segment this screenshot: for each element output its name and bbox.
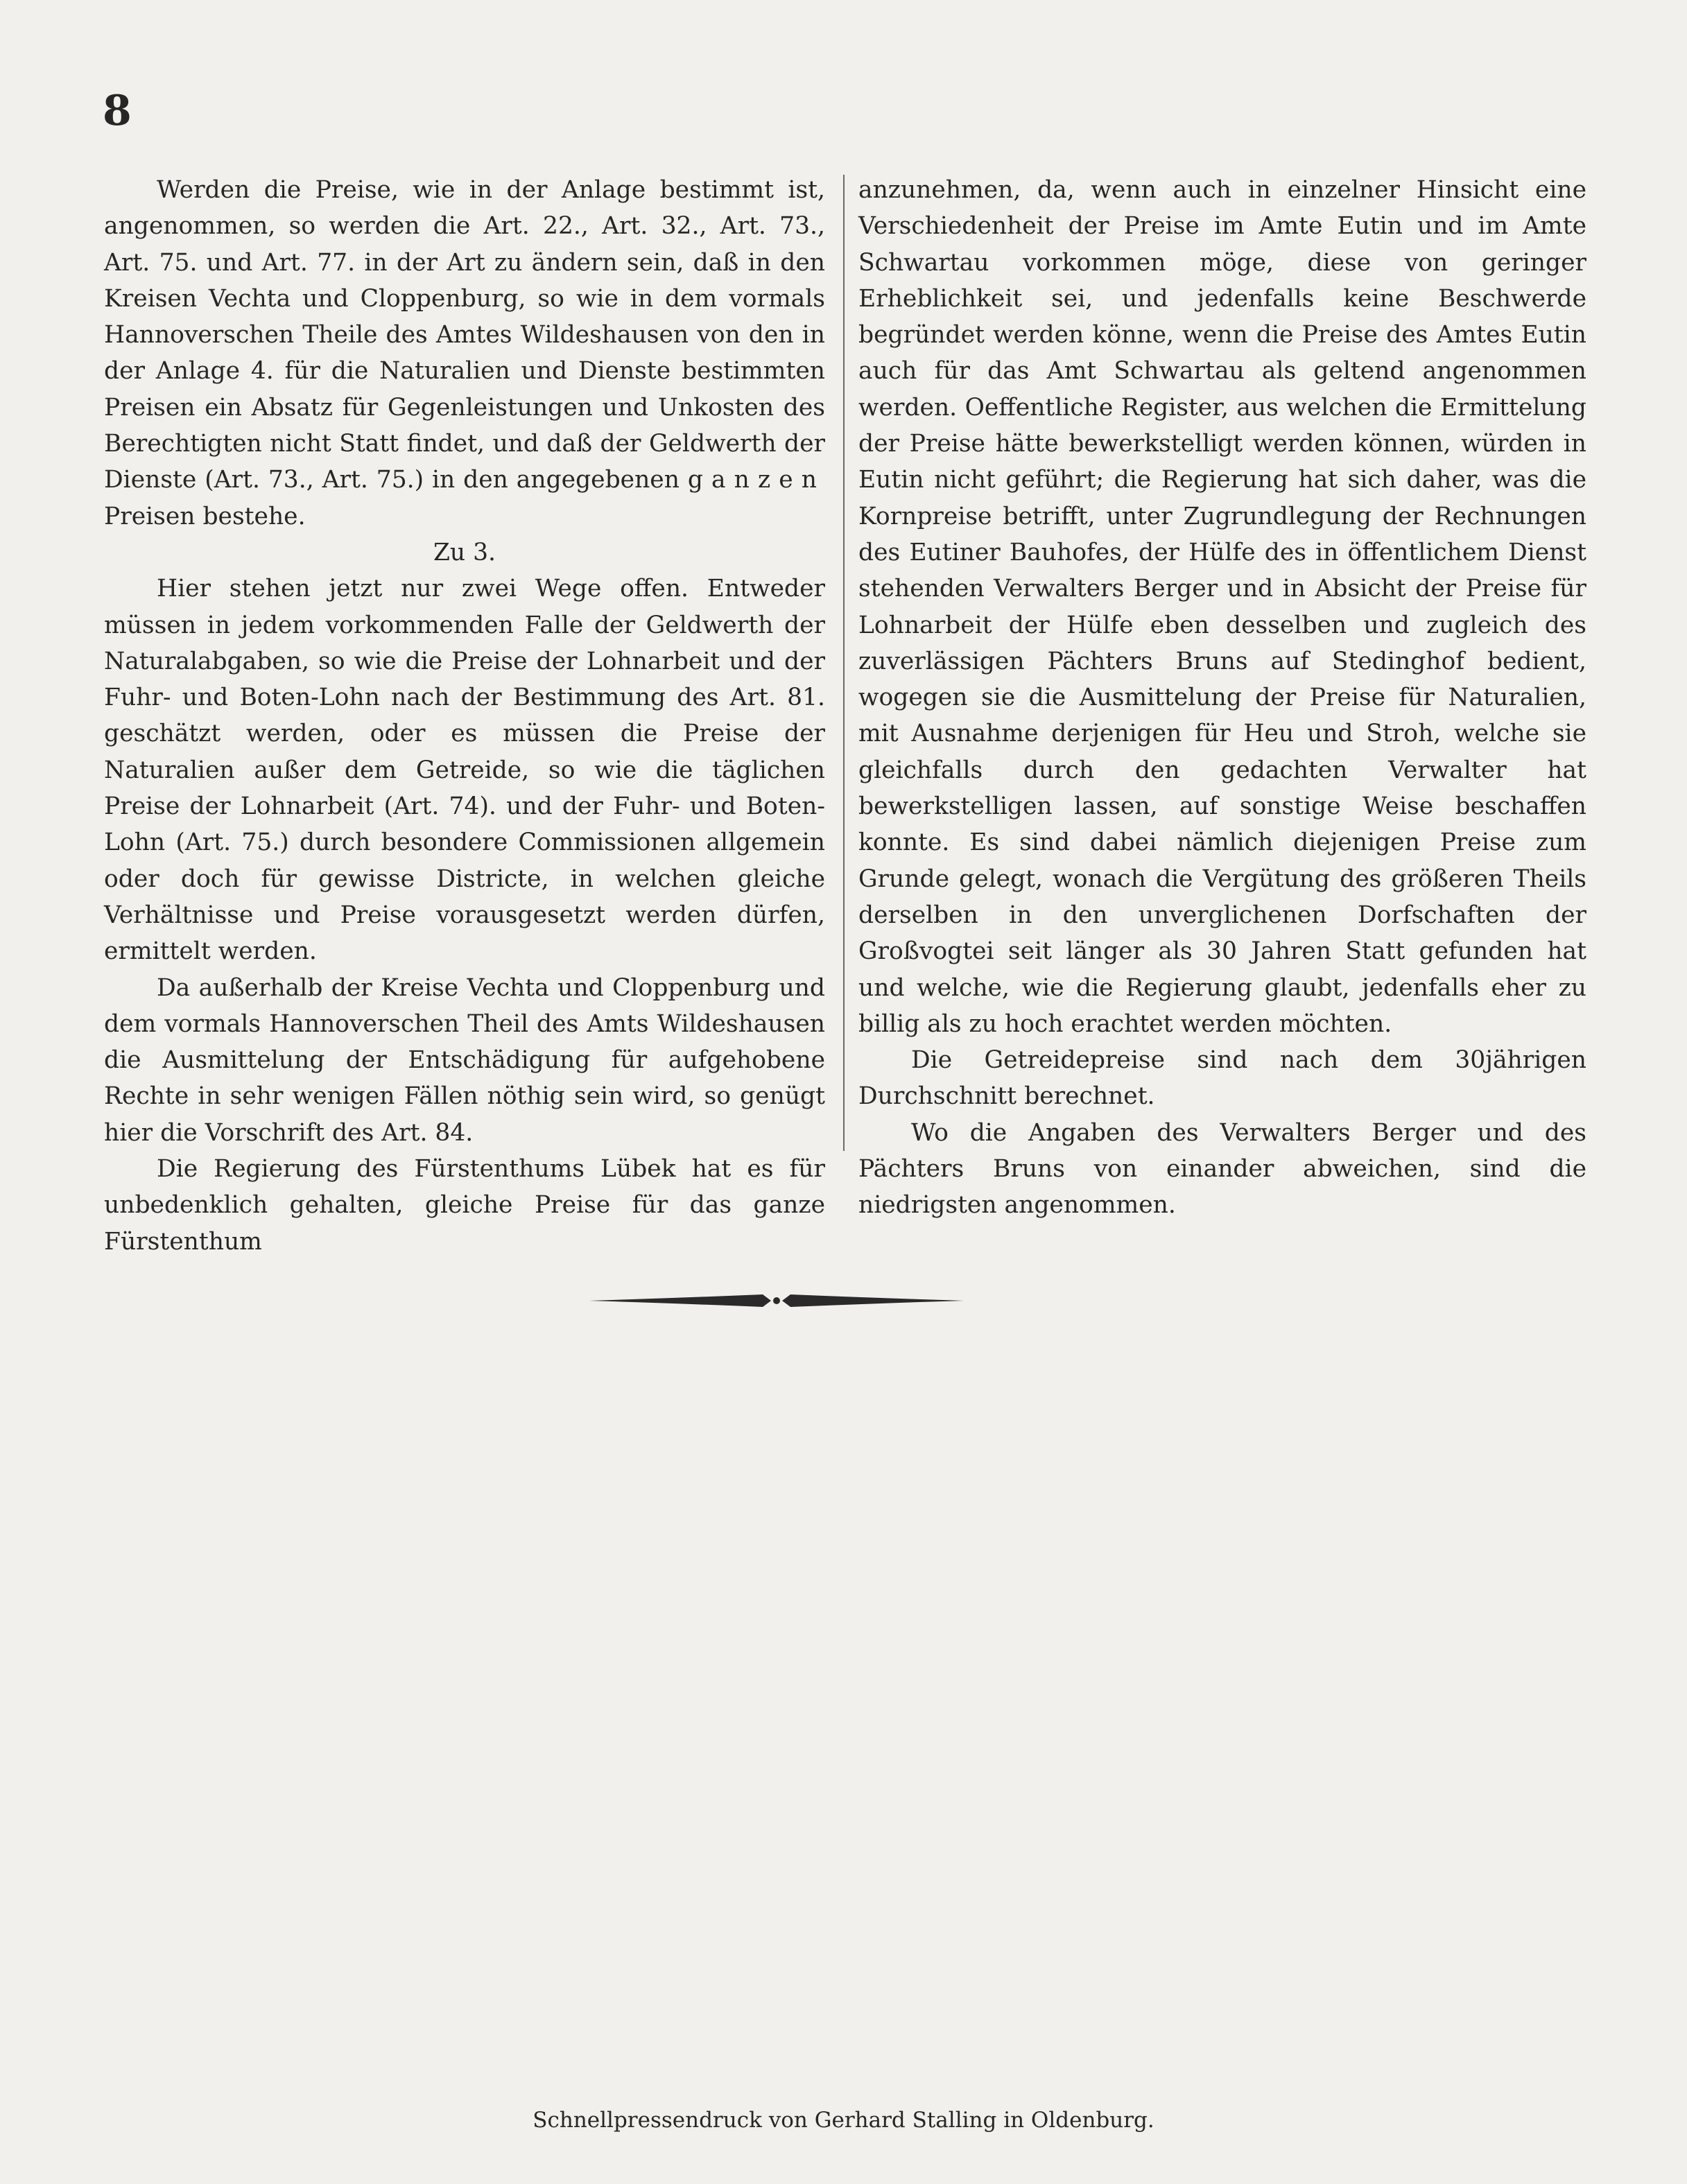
- right-paragraph-2: Die Getreidepreise sind nach dem 30jährigen Durchschnitt berechnet.: [858, 1046, 1586, 1111]
- right-paragraph-3: Wo die Angaben des Verwalters Berger und des Pächters Bruns von einander abweichen, sind die niedrigsten angenommen.: [858, 1118, 1586, 1220]
- left-paragraph-2: Hier stehen jetzt nur zwei Wege offen. Entweder müssen in jedem vorkommenden Falle der Geldwerth der Naturalabgaben, so wie die Preise der Lohnarbeit und der Fuhr- und Boten-Lohn nach der Bestimmung des Art. 81. geschätzt werden, oder es müssen die Preise der Naturalien außer dem Getreide, so wie die täglichen Preise der Lohnarbeit (Art. 74). und der Fuhr- und Boten-Lohn (Art. 75.) durch besondere Commissionen allgemein oder doch für gewisse Districte, in welchen gleiche Verhältnisse und Preise vorausgesetzt werden dürfen, ermittelt werden.: [104, 575, 825, 966]
- left-paragraph-1-text: Werden die Preise, wie in der Anlage bestimmt ist, angenommen, so werden die Art. 22., Art. 32., Art. 73., Art. 75. und Art. 77. in der Art zu ändern sein, daß in den Kreisen Vechta und Cloppenburg, so wie in dem vormals Hannoverschen Theile des Amtes Wildeshausen von den in der Anlage 4. für die Naturalien und Dienste bestimmten Preisen ein Absatz für Gegenleistungen und Unkosten des Berechtigten nicht Statt findet, und daß der Geldwerth der Dienste (Art. 73., Art. 75.) in den angegebenen: [104, 176, 825, 494]
- right-column: [858, 172, 1586, 1224]
- printer-imprint: Schnellpressendruck von Gerhard Stalling in Oldenburg.: [533, 2108, 1154, 2133]
- column-divider: [843, 175, 845, 1151]
- ornament-rule: [589, 1291, 964, 1310]
- left-column: [104, 172, 825, 1260]
- left-paragraph-1-end: Preisen bestehe.: [104, 502, 306, 530]
- right-paragraph-1: anzunehmen, da, wenn auch in einzelner Hinsicht eine Verschiedenheit der Preise im Amte Eutin und im Amte Schwartau vorkommen möge, diese von geringer Erheblichkeit sei, und jedenfalls keine Beschwerde begründet werden könne, wenn die Preise des Amtes Eutin auch für das Amt Schwartau als geltend angenommen werden. Oeffentliche Register, aus welchen die Ermittelung der Preise hätte bewerkstelligt werden können, würden in Eutin nicht geführt; die Regierung hat sich daher, was die Kornpreise betrifft, unter Zugrundlegung der Rechnungen des Eutiner Bauhofes, der Hülfe des in öffentlichem Dienst stehenden Verwalters Berger und in Absicht der Preise für Lohnarbeit der Hülfe eben desselben und zugleich des zuverlässigen Pächters Bruns auf Stedinghof bedient, wogegen sie die Ausmittelung der Preise für Naturalien, mit Ausnahme derjenigen für Heu und Stroh, welche sie gleichfalls durch den gedachten Verwalter hat bewerkstelligen lassen, auf sonstige Weise beschaffen konnte. Es sind dabei nämlich diejenigen Preise zum Grunde gelegt, wonach die Vergütung des größeren Theils derselben in den unverglichenen Dorfschaften der Großvogtei seit länger als 30 Jahren Statt gefunden hat und welche, wie die Regierung glaubt, jedenfalls eher zu billig als zu hoch erachtet werden möchten.: [858, 176, 1586, 1038]
- left-paragraph-4: Die Regierung des Fürstenthums Lübek hat es für unbedenklich gehalten, gleiche Preise für das ganze Fürstenthum: [104, 1155, 825, 1256]
- emphasis-ganzen: ganzen: [687, 466, 825, 494]
- left-paragraph-3: Da außerhalb der Kreise Vechta und Cloppenburg und dem vormals Hannoverschen Theil des Amts Wildeshausen die Ausmittelung der Entschädigung für aufgehobene Rechte in sehr wenigen Fällen nöthig sein wird, so genügt hier die Vorschrift des Art. 84.: [104, 973, 825, 1147]
- section-heading: Zu 3.: [433, 538, 496, 566]
- page-number: 8: [103, 87, 132, 135]
- left-paragraph-1: [104, 172, 825, 535]
